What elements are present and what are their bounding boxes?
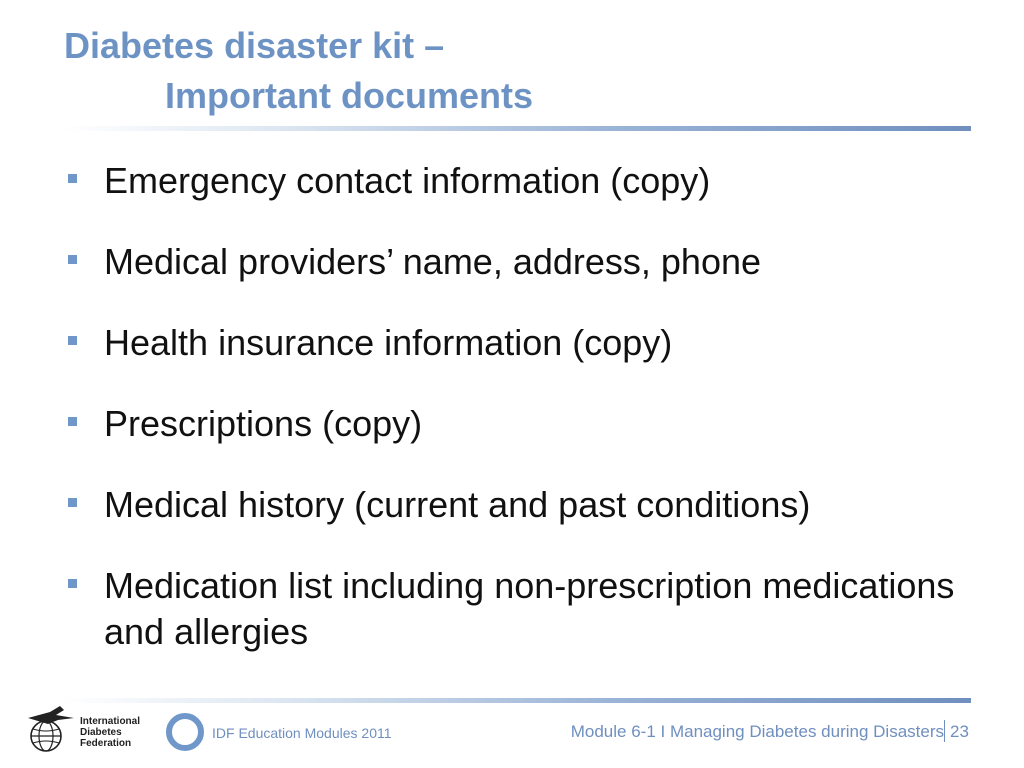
bullet-text: Medical history (current and past conditions) [104, 484, 811, 525]
title-divider [63, 126, 971, 131]
footer-module-label: IDF Education Modules 2011 [212, 725, 392, 741]
square-bullet-icon [68, 336, 77, 345]
globe-bird-icon [20, 702, 80, 760]
slide-title-line-2: Important documents [165, 75, 534, 116]
bullet-text: Emergency contact information (copy) [104, 160, 711, 201]
bullet-text: Prescriptions (copy) [104, 403, 423, 444]
square-bullet-icon [68, 174, 77, 183]
idf-logo-text: International Diabetes Federation [80, 716, 141, 749]
blue-ring-icon [165, 712, 205, 752]
square-bullet-icon [68, 498, 77, 507]
slide-title-line-1: Diabetes disaster kit – [64, 25, 445, 66]
bullet-item [63, 239, 963, 285]
square-bullet-icon [68, 255, 77, 264]
bullet-item [63, 401, 963, 447]
bullet-item [63, 158, 963, 204]
footer-divider [63, 698, 971, 703]
bullet-text: Medical providers’ name, address, phone [104, 241, 762, 282]
footer-separator [944, 720, 945, 742]
square-bullet-icon [68, 417, 77, 426]
footer-module-title: Module 6-1 I Managing Diabetes during Disasters [570, 722, 944, 741]
bullet-text: Health insurance information (copy) [104, 322, 673, 363]
bullet-list [63, 158, 963, 655]
square-bullet-icon [68, 579, 77, 588]
slide-title [63, 24, 533, 118]
bullet-item [63, 320, 963, 366]
bullet-text: Medication list including non-prescription medications and allergies [104, 565, 955, 652]
page-number: 23 [950, 722, 969, 741]
bullet-item [63, 563, 963, 655]
bullet-item [63, 482, 963, 528]
idf-logo [20, 702, 145, 760]
